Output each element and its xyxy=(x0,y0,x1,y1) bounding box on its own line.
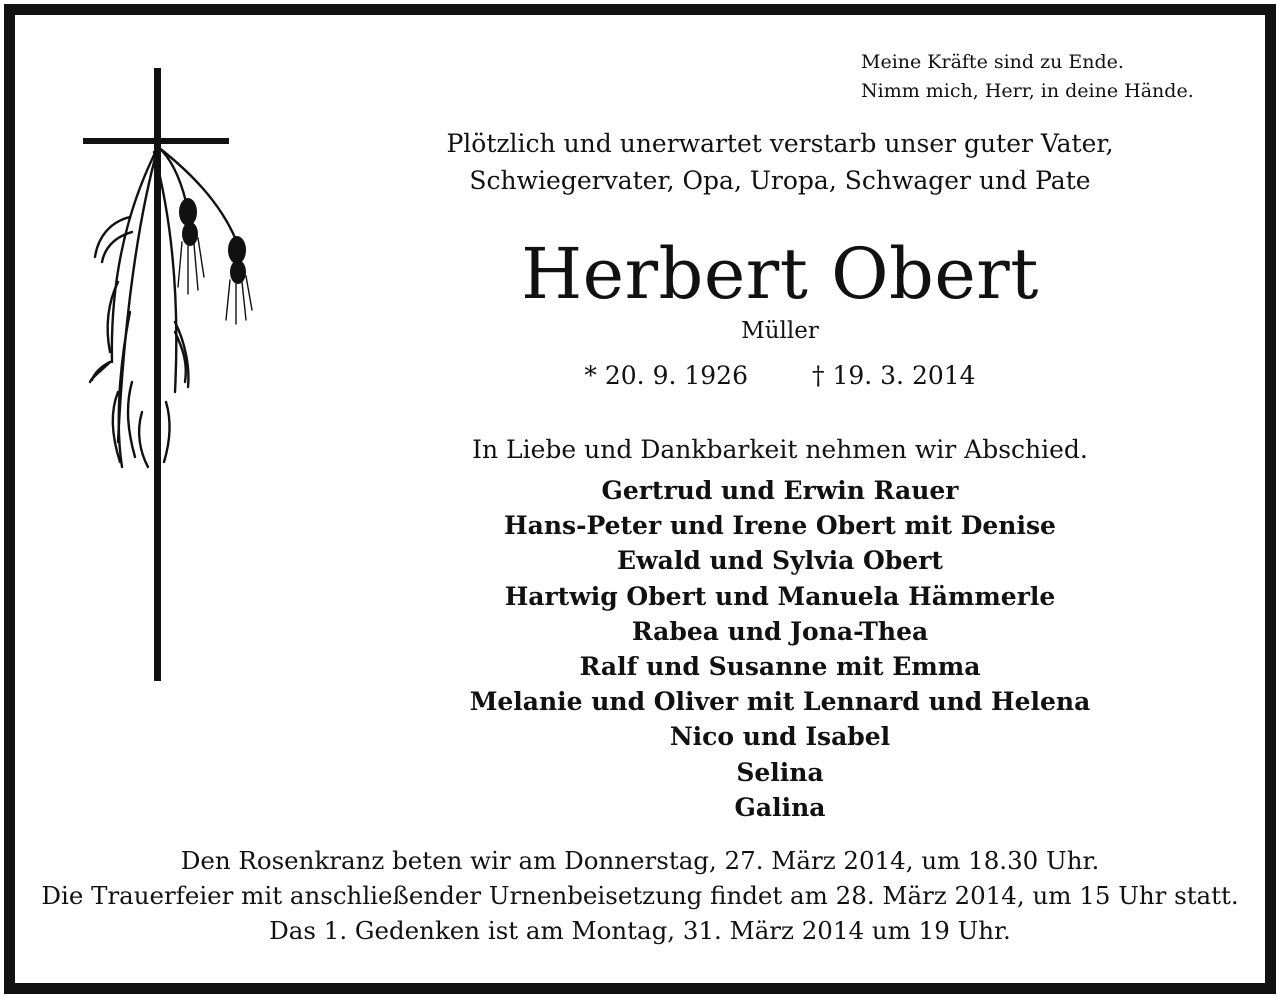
cross-with-wheat-icon xyxy=(70,62,270,687)
wheat-ears xyxy=(179,198,246,284)
verse-line: Meine Kräfte sind zu Ende. xyxy=(861,51,1124,73)
verse xyxy=(861,48,1194,106)
mourner: Nico und Isabel xyxy=(669,722,891,752)
notices xyxy=(15,843,1265,948)
mourner: Selina xyxy=(736,757,824,787)
life-dates xyxy=(330,358,1230,394)
cross-horizontal-beam xyxy=(83,138,229,144)
intro-line: Schwiegervater, Opa, Uropa, Schwager und Pate xyxy=(469,166,1091,195)
memorial-notice: Das 1. Gedenken ist am Montag, 31. März 2014 um 19 Uhr. xyxy=(269,916,1011,945)
mourner: Galina xyxy=(734,792,826,822)
birth-date: * 20. 9. 1926 xyxy=(584,361,748,390)
mourner: Ewald und Sylvia Obert xyxy=(617,546,943,576)
rosary-notice: Den Rosenkranz beten wir am Donnerstag, 27. März 2014, um 18.30 Uhr. xyxy=(180,846,1100,875)
farewell-text: In Liebe und Dankbarkeit nehmen wir Abschied. xyxy=(472,435,1088,464)
verse-line: Nimm mich, Herr, in deine Hände. xyxy=(861,80,1194,102)
intro-line: Plötzlich und unerwartet verstarb unser guter Vater, xyxy=(446,129,1114,158)
mourner: Hartwig Obert und Manuela Hämmerle xyxy=(504,581,1056,611)
mourner: Hans-Peter und Irene Obert mit Denise xyxy=(504,511,1056,541)
mourner: Gertrud und Erwin Rauer xyxy=(601,476,959,505)
intro-text xyxy=(330,125,1230,199)
mourner: Rabea und Jona-Thea xyxy=(631,616,929,646)
deceased-name: Herbert Obert xyxy=(521,233,1039,315)
death-date: † 19. 3. 2014 xyxy=(812,361,976,390)
funeral-notice: Die Trauerfeier mit anschließender Urnenbeisetzung findet am 28. März 2014, um 15 Uhr statt. xyxy=(41,881,1239,910)
maiden-name: Müller xyxy=(741,318,819,344)
wheat-stalks xyxy=(90,147,236,467)
mourners-list xyxy=(330,473,1230,825)
mourner: Ralf und Susanne mit Emma xyxy=(579,652,981,682)
mourner: Melanie und Oliver mit Lennard und Helena xyxy=(469,687,1091,717)
